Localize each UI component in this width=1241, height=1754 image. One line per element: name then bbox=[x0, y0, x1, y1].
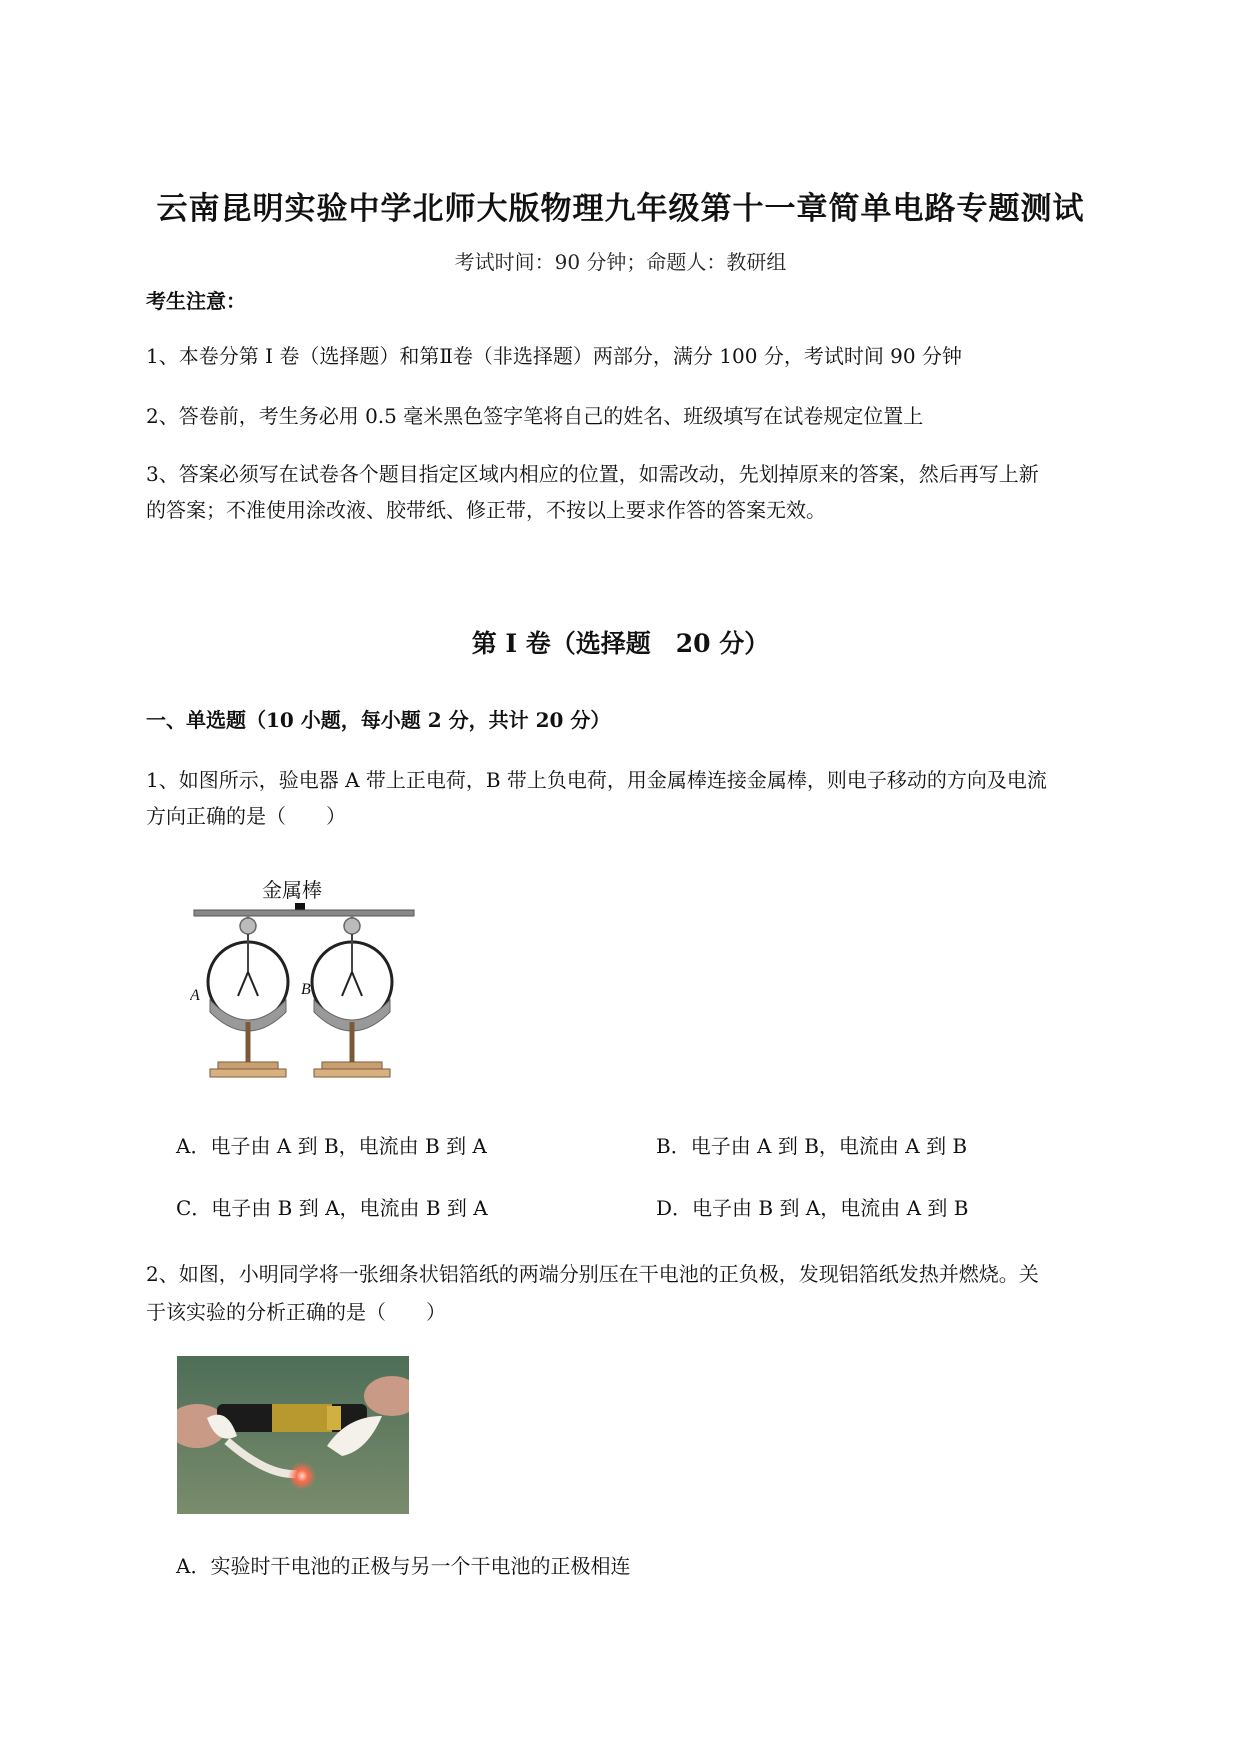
electroscope-a bbox=[208, 916, 288, 1077]
notice-item-2: 2、答卷前，考生务必用 0.5 毫米黑色签字笔将自己的姓名、班级填写在试卷规定位置上 bbox=[146, 404, 924, 428]
metal-rod bbox=[194, 910, 414, 916]
label-b: B bbox=[301, 981, 311, 998]
notice-item-3-cont: 的答案；不准使用涂改液、胶带纸、修正带，不按以上要求作答的答案无效。 bbox=[146, 498, 826, 522]
battery-photo bbox=[177, 1356, 409, 1514]
question-2-option-a[interactable]: A．实验时干电池的正极与另一个干电池的正极相连 bbox=[176, 1554, 631, 1578]
question-1-line-1: 1、如图所示，验电器 A 带上正电荷，B 带上负电荷，用金属棒连接金属棒，则电子移动的方向及电流 bbox=[146, 768, 1047, 792]
question-1-option-a[interactable]: A．电子由 A 到 B，电流由 B 到 A bbox=[176, 1134, 487, 1158]
battery-photo-illustration bbox=[177, 1356, 409, 1514]
exam-meta: 考试时间：90 分钟；命题人：教研组 bbox=[454, 250, 787, 274]
metal-rod-label: 金属棒 bbox=[262, 880, 322, 902]
section-title: 第 I 卷（选择题 20 分） bbox=[471, 629, 770, 658]
question-2-line-1: 2、如图，小明同学将一张细条状铝箔纸的两端分别压在干电池的正负极，发现铝箔纸发热并燃烧。关 bbox=[146, 1262, 1039, 1286]
notice-item-3: 3、答案必须写在试卷各个题目指定区域内相应的位置，如需改动，先划掉原来的答案，然后再写上新 bbox=[146, 462, 1039, 486]
notice-heading: 考生注意： bbox=[146, 289, 246, 313]
section-subtitle: 一、单选题（10 小题，每小题 2 分，共计 20 分） bbox=[146, 708, 611, 732]
question-2-line-2: 于该实验的分析正确的是（ ） bbox=[146, 1300, 446, 1324]
electroscope-diagram bbox=[190, 872, 430, 1087]
question-1-option-d[interactable]: D．电子由 B 到 A，电流由 A 到 B bbox=[656, 1196, 969, 1220]
electroscope-figure bbox=[190, 872, 430, 1087]
question-1-option-c[interactable]: C．电子由 B 到 A，电流由 B 到 A bbox=[176, 1196, 488, 1220]
question-1-line-2: 方向正确的是（ ） bbox=[146, 804, 346, 828]
electroscope-b bbox=[312, 916, 392, 1077]
label-a: A bbox=[190, 987, 200, 1004]
notice-item-1: 1、本卷分第 I 卷（选择题）和第Ⅱ卷（非选择题）两部分，满分 100 分，考试时间 90 分钟 bbox=[146, 344, 962, 368]
page-title: 云南昆明实验中学北师大版物理九年级第十一章简单电路专题测试 bbox=[156, 191, 1085, 227]
question-1-option-b[interactable]: B．电子由 A 到 B，电流由 A 到 B bbox=[656, 1134, 968, 1158]
